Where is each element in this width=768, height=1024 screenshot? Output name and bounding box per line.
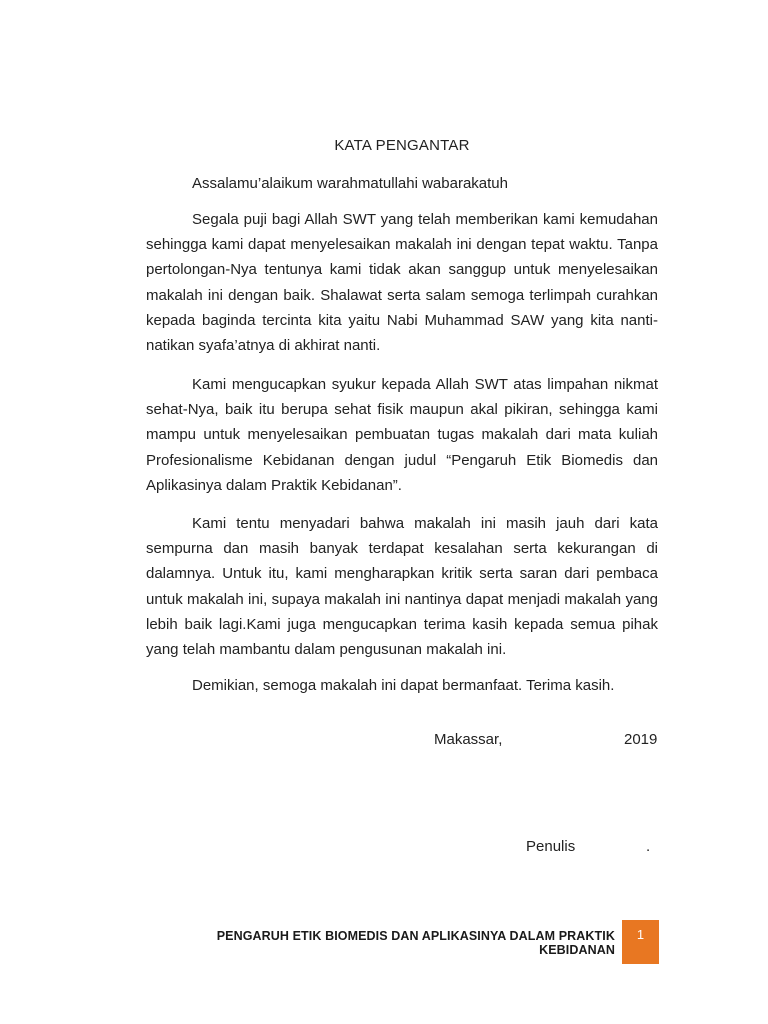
- author-label: Penulis: [526, 838, 576, 855]
- paragraph-3: Kami tentu menyadari bahwa makalah ini masih jauh dari kata sempurna dan masih banyak terdapat kesalahan serta kekurangan di dalamnya. Untuk itu, kami mengharapkan kritik serta saran dari pembaca untuk makalah ini, supaya makalah ini nantinya dapat menjadi makalah yang lebih baik lagi.Kami juga mengucapkan terima kasih kepada semua pihak yang telah mambantu dalam pengusunan makalah ini.: [146, 515, 658, 659]
- paragraph-1: Segala puji bagi Allah SWT yang telah memberikan kami kemudahan sehingga kami dapat menyelesaikan makalah ini dengan tepat waktu. Tanpa pertolongan-Nya tentunya kami tidak akan sanggup untuk menyelesaikan makalah ini dengan baik. Shalawat serta salam semoga terlimpah curahkan kepada baginda tercinta kita yaitu Nabi Muhammad SAW yang kita nanti-natikan syafa’atnya di akhirat nanti.: [146, 211, 658, 355]
- place-label: Makassar,: [434, 731, 503, 748]
- author-dot: .: [646, 838, 651, 855]
- closing-sentence: Demikian, semoga makalah ini dapat bermanfaat. Terima kasih.: [192, 677, 615, 694]
- footer-running-title: PENGARUH ETIK BIOMEDIS DAN APLIKASINYA DALAM PRAKTIK KEBIDANAN: [216, 929, 615, 957]
- paragraph-2: Kami mengucapkan syukur kepada Allah SWT atas limpahan nikmat sehat-Nya, baik itu berupa sehat fisik maupun akal pikiran, sehingga kami mampu untuk menyelesaikan pembuatan tugas makalah dari mata kuliah Profesionalisme Kebidanan dengan judul “Pengaruh Etik Biomedis dan Aplikasinya dalam Praktik Kebidanan”.: [146, 376, 658, 494]
- page-number: 1: [636, 927, 645, 942]
- year-label: 2019: [624, 731, 658, 748]
- page-number-badge: [622, 920, 659, 964]
- greeting: Assalamu’alaikum warahmatullahi wabarakatuh: [192, 175, 508, 192]
- page-title: KATA PENGANTAR: [334, 137, 470, 154]
